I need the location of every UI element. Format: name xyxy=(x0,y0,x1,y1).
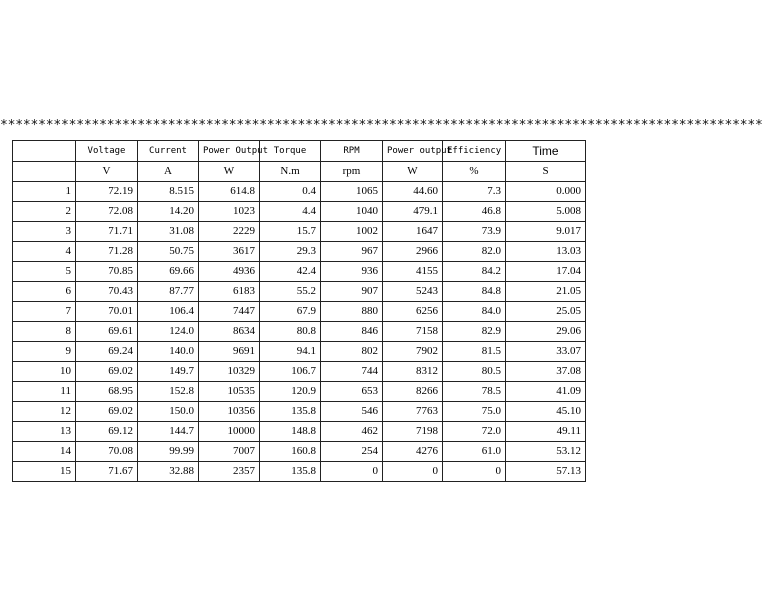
unit-efficiency: % xyxy=(443,162,506,182)
cell-power-output-2: 6256 xyxy=(383,302,443,322)
cell-rpm: 846 xyxy=(321,322,383,342)
cell-current: 144.7 xyxy=(138,422,199,442)
cell-index: 9 xyxy=(13,342,76,362)
cell-power-output: 614.8 xyxy=(199,182,260,202)
cell-efficiency: 72.0 xyxy=(443,422,506,442)
table-row xyxy=(13,442,586,462)
cell-voltage: 70.01 xyxy=(76,302,138,322)
unit-power-output-2: W xyxy=(383,162,443,182)
motor-test-data-table xyxy=(12,140,586,482)
cell-power-output-2: 2966 xyxy=(383,242,443,262)
cell-voltage: 72.19 xyxy=(76,182,138,202)
header-current: Current xyxy=(138,141,199,162)
cell-power-output-2: 44.60 xyxy=(383,182,443,202)
cell-time: 9.017 xyxy=(506,222,586,242)
cell-index: 1 xyxy=(13,182,76,202)
cell-voltage: 69.02 xyxy=(76,362,138,382)
cell-efficiency: 73.9 xyxy=(443,222,506,242)
cell-index: 13 xyxy=(13,422,76,442)
cell-power-output: 9691 xyxy=(199,342,260,362)
cell-time: 57.13 xyxy=(506,462,586,482)
cell-power-output-2: 8266 xyxy=(383,382,443,402)
units-row xyxy=(13,162,586,182)
cell-power-output: 3617 xyxy=(199,242,260,262)
cell-current: 50.75 xyxy=(138,242,199,262)
cell-index: 14 xyxy=(13,442,76,462)
table-row xyxy=(13,202,586,222)
header-index xyxy=(13,141,76,162)
cell-index: 7 xyxy=(13,302,76,322)
header-power-output-2: Power output xyxy=(383,141,443,162)
cell-voltage: 69.24 xyxy=(76,342,138,362)
cell-rpm: 254 xyxy=(321,442,383,462)
cell-current: 69.66 xyxy=(138,262,199,282)
cell-time: 33.07 xyxy=(506,342,586,362)
cell-current: 14.20 xyxy=(138,202,199,222)
cell-efficiency: 80.5 xyxy=(443,362,506,382)
cell-current: 124.0 xyxy=(138,322,199,342)
cell-voltage: 70.08 xyxy=(76,442,138,462)
cell-current: 106.4 xyxy=(138,302,199,322)
table-row xyxy=(13,362,586,382)
cell-power-output-2: 7198 xyxy=(383,422,443,442)
cell-time: 29.06 xyxy=(506,322,586,342)
cell-efficiency: 46.8 xyxy=(443,202,506,222)
cell-torque: 42.4 xyxy=(260,262,321,282)
cell-rpm: 907 xyxy=(321,282,383,302)
cell-rpm: 1065 xyxy=(321,182,383,202)
cell-power-output-2: 1647 xyxy=(383,222,443,242)
cell-current: 152.8 xyxy=(138,382,199,402)
cell-current: 32.88 xyxy=(138,462,199,482)
header-rpm: RPM xyxy=(321,141,383,162)
cell-index: 3 xyxy=(13,222,76,242)
cell-torque: 120.9 xyxy=(260,382,321,402)
cell-rpm: 1040 xyxy=(321,202,383,222)
cell-torque: 4.4 xyxy=(260,202,321,222)
cell-power-output: 1023 xyxy=(199,202,260,222)
unit-current: A xyxy=(138,162,199,182)
table-row xyxy=(13,282,586,302)
cell-efficiency: 7.3 xyxy=(443,182,506,202)
cell-voltage: 71.67 xyxy=(76,462,138,482)
unit-index xyxy=(13,162,76,182)
cell-power-output-2: 8312 xyxy=(383,362,443,382)
cell-time: 13.03 xyxy=(506,242,586,262)
cell-torque: 67.9 xyxy=(260,302,321,322)
cell-power-output-2: 479.1 xyxy=(383,202,443,222)
cell-time: 25.05 xyxy=(506,302,586,322)
cell-power-output: 7447 xyxy=(199,302,260,322)
unit-rpm: rpm xyxy=(321,162,383,182)
cell-rpm: 546 xyxy=(321,402,383,422)
cell-rpm: 880 xyxy=(321,302,383,322)
cell-torque: 135.8 xyxy=(260,402,321,422)
cell-current: 87.77 xyxy=(138,282,199,302)
cell-voltage: 72.08 xyxy=(76,202,138,222)
cell-current: 8.515 xyxy=(138,182,199,202)
cell-voltage: 70.43 xyxy=(76,282,138,302)
cell-current: 31.08 xyxy=(138,222,199,242)
cell-time: 45.10 xyxy=(506,402,586,422)
cell-efficiency: 82.9 xyxy=(443,322,506,342)
cell-rpm: 0 xyxy=(321,462,383,482)
cell-time: 0.000 xyxy=(506,182,586,202)
cell-rpm: 653 xyxy=(321,382,383,402)
cell-time: 21.05 xyxy=(506,282,586,302)
cell-voltage: 69.02 xyxy=(76,402,138,422)
cell-torque: 148.8 xyxy=(260,422,321,442)
header-voltage: Voltage xyxy=(76,141,138,162)
cell-voltage: 71.28 xyxy=(76,242,138,262)
cell-torque: 55.2 xyxy=(260,282,321,302)
cell-current: 149.7 xyxy=(138,362,199,382)
unit-power-output: W xyxy=(199,162,260,182)
cell-voltage: 70.85 xyxy=(76,262,138,282)
cell-power-output-2: 7158 xyxy=(383,322,443,342)
table-row xyxy=(13,242,586,262)
cell-power-output: 2229 xyxy=(199,222,260,242)
cell-rpm: 744 xyxy=(321,362,383,382)
cell-time: 53.12 xyxy=(506,442,586,462)
cell-efficiency: 81.5 xyxy=(443,342,506,362)
cell-efficiency: 82.0 xyxy=(443,242,506,262)
cell-torque: 106.7 xyxy=(260,362,321,382)
cell-power-output-2: 5243 xyxy=(383,282,443,302)
cell-time: 37.08 xyxy=(506,362,586,382)
cell-torque: 80.8 xyxy=(260,322,321,342)
cell-current: 150.0 xyxy=(138,402,199,422)
cell-voltage: 69.12 xyxy=(76,422,138,442)
table-row xyxy=(13,222,586,242)
cell-power-output: 10535 xyxy=(199,382,260,402)
unit-time: S xyxy=(506,162,586,182)
cell-power-output-2: 0 xyxy=(383,462,443,482)
cell-time: 41.09 xyxy=(506,382,586,402)
cell-power-output: 10329 xyxy=(199,362,260,382)
cell-efficiency: 78.5 xyxy=(443,382,506,402)
cell-index: 15 xyxy=(13,462,76,482)
cell-index: 10 xyxy=(13,362,76,382)
table-row xyxy=(13,302,586,322)
cell-efficiency: 0 xyxy=(443,462,506,482)
cell-efficiency: 84.2 xyxy=(443,262,506,282)
cell-time: 5.008 xyxy=(506,202,586,222)
cell-rpm: 967 xyxy=(321,242,383,262)
cell-power-output: 7007 xyxy=(199,442,260,462)
cell-power-output-2: 7763 xyxy=(383,402,443,422)
header-torque: Torque xyxy=(260,141,321,162)
cell-power-output-2: 4155 xyxy=(383,262,443,282)
cell-index: 4 xyxy=(13,242,76,262)
table-row xyxy=(13,402,586,422)
cell-power-output: 4936 xyxy=(199,262,260,282)
cell-torque: 94.1 xyxy=(260,342,321,362)
cell-rpm: 936 xyxy=(321,262,383,282)
cell-power-output: 6183 xyxy=(199,282,260,302)
cell-index: 6 xyxy=(13,282,76,302)
cell-current: 140.0 xyxy=(138,342,199,362)
header-row xyxy=(13,141,586,162)
cell-torque: 15.7 xyxy=(260,222,321,242)
cell-efficiency: 84.0 xyxy=(443,302,506,322)
table-row xyxy=(13,182,586,202)
asterisk-separator: **************************************************************************************************** xyxy=(0,118,763,133)
cell-torque: 135.8 xyxy=(260,462,321,482)
unit-torque: N.m xyxy=(260,162,321,182)
header-time: Time xyxy=(506,141,586,162)
cell-power-output: 2357 xyxy=(199,462,260,482)
cell-voltage: 68.95 xyxy=(76,382,138,402)
table-row xyxy=(13,462,586,482)
cell-torque: 29.3 xyxy=(260,242,321,262)
unit-voltage: V xyxy=(76,162,138,182)
cell-efficiency: 61.0 xyxy=(443,442,506,462)
cell-power-output: 8634 xyxy=(199,322,260,342)
cell-torque: 0.4 xyxy=(260,182,321,202)
cell-power-output: 10356 xyxy=(199,402,260,422)
cell-power-output-2: 4276 xyxy=(383,442,443,462)
cell-time: 17.04 xyxy=(506,262,586,282)
table-row xyxy=(13,342,586,362)
cell-rpm: 462 xyxy=(321,422,383,442)
cell-index: 2 xyxy=(13,202,76,222)
table-row xyxy=(13,382,586,402)
cell-efficiency: 84.8 xyxy=(443,282,506,302)
cell-power-output: 10000 xyxy=(199,422,260,442)
cell-index: 11 xyxy=(13,382,76,402)
cell-rpm: 802 xyxy=(321,342,383,362)
cell-voltage: 69.61 xyxy=(76,322,138,342)
table-row xyxy=(13,422,586,442)
table-row xyxy=(13,322,586,342)
cell-current: 99.99 xyxy=(138,442,199,462)
cell-power-output-2: 7902 xyxy=(383,342,443,362)
cell-rpm: 1002 xyxy=(321,222,383,242)
cell-index: 5 xyxy=(13,262,76,282)
cell-index: 8 xyxy=(13,322,76,342)
header-efficiency: Efficiency xyxy=(443,141,506,162)
cell-time: 49.11 xyxy=(506,422,586,442)
cell-voltage: 71.71 xyxy=(76,222,138,242)
table-row xyxy=(13,262,586,282)
header-power-output: Power Output xyxy=(199,141,260,162)
cell-efficiency: 75.0 xyxy=(443,402,506,422)
cell-torque: 160.8 xyxy=(260,442,321,462)
cell-index: 12 xyxy=(13,402,76,422)
